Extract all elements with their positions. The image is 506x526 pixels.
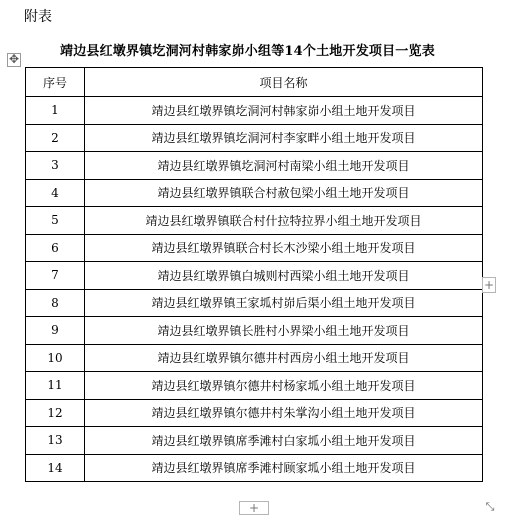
- table-row: [26, 427, 483, 455]
- row-index-cell: 14: [26, 454, 85, 482]
- row-index-cell: 13: [26, 427, 85, 455]
- appendix-label: 附表: [24, 9, 52, 25]
- add-column-button[interactable]: +: [483, 278, 495, 292]
- table-header-row: [26, 68, 483, 97]
- table-row: [26, 372, 483, 400]
- row-index-cell: 1: [26, 97, 85, 125]
- header-project-name: 项目名称: [85, 68, 483, 97]
- table-move-handle-icon[interactable]: ✥: [8, 52, 20, 66]
- project-name-cell: 靖边县红墩界镇席季滩村顾家坬小组土地开发项目: [85, 454, 483, 482]
- table-row: [26, 317, 483, 345]
- project-table: [25, 67, 483, 482]
- row-index-cell: 12: [26, 399, 85, 427]
- table-row: [26, 399, 483, 427]
- row-index-cell: 3: [26, 152, 85, 180]
- project-name-cell: 靖边县红墩界镇联合村长木沙梁小组土地开发项目: [85, 234, 483, 262]
- project-name-cell: 靖边县红墩界镇圪洞河村南梁小组土地开发项目: [85, 152, 483, 180]
- project-name-cell: 靖边县红墩界镇尔德井村朱掌沟小组土地开发项目: [85, 399, 483, 427]
- project-name-cell: 靖边县红墩界镇长胜村小界梁小组土地开发项目: [85, 317, 483, 345]
- table-row: [26, 97, 483, 125]
- project-name-cell: 靖边县红墩界镇联合村什拉特拉界小组土地开发项目: [85, 207, 483, 235]
- row-index-cell: 11: [26, 372, 85, 400]
- row-index-cell: 2: [26, 124, 85, 152]
- table-row: [26, 124, 483, 152]
- row-index-cell: 8: [26, 289, 85, 317]
- table-row: [26, 289, 483, 317]
- row-index-cell: 6: [26, 234, 85, 262]
- row-index-cell: 9: [26, 317, 85, 345]
- project-name-cell: 靖边县红墩界镇尔德井村杨家坬小组土地开发项目: [85, 372, 483, 400]
- row-index-cell: 4: [26, 179, 85, 207]
- table-row: [26, 454, 483, 482]
- project-name-cell: 靖边县红墩界镇圪洞河村韩家峁小组土地开发项目: [85, 97, 483, 125]
- row-index-cell: 10: [26, 344, 85, 372]
- project-name-cell: 靖边县红墩界镇联合村赦包梁小组土地开发项目: [85, 179, 483, 207]
- table-title: 靖边县红墩界镇圪洞河村韩家峁小组等14个土地开发项目一览表: [60, 44, 435, 59]
- table-row: [26, 344, 483, 372]
- table-row: [26, 262, 483, 290]
- table-row: [26, 207, 483, 235]
- table-row: [26, 234, 483, 262]
- project-name-cell: 靖边县红墩界镇白城则村西梁小组土地开发项目: [85, 262, 483, 290]
- project-name-cell: 靖边县红墩界镇王家坬村峁后渠小组土地开发项目: [85, 289, 483, 317]
- project-name-cell: 靖边县红墩界镇圪洞河村李家畔小组土地开发项目: [85, 124, 483, 152]
- table-resize-icon[interactable]: ⤡: [485, 500, 495, 513]
- table-row: [26, 152, 483, 180]
- header-index: 序号: [26, 68, 85, 97]
- add-row-button[interactable]: +: [239, 501, 269, 515]
- project-name-cell: 靖边县红墩界镇席季滩村白家坬小组土地开发项目: [85, 427, 483, 455]
- row-index-cell: 5: [26, 207, 85, 235]
- table-row: [26, 179, 483, 207]
- project-name-cell: 靖边县红墩界镇尔德井村西房小组土地开发项目: [85, 344, 483, 372]
- row-index-cell: 7: [26, 262, 85, 290]
